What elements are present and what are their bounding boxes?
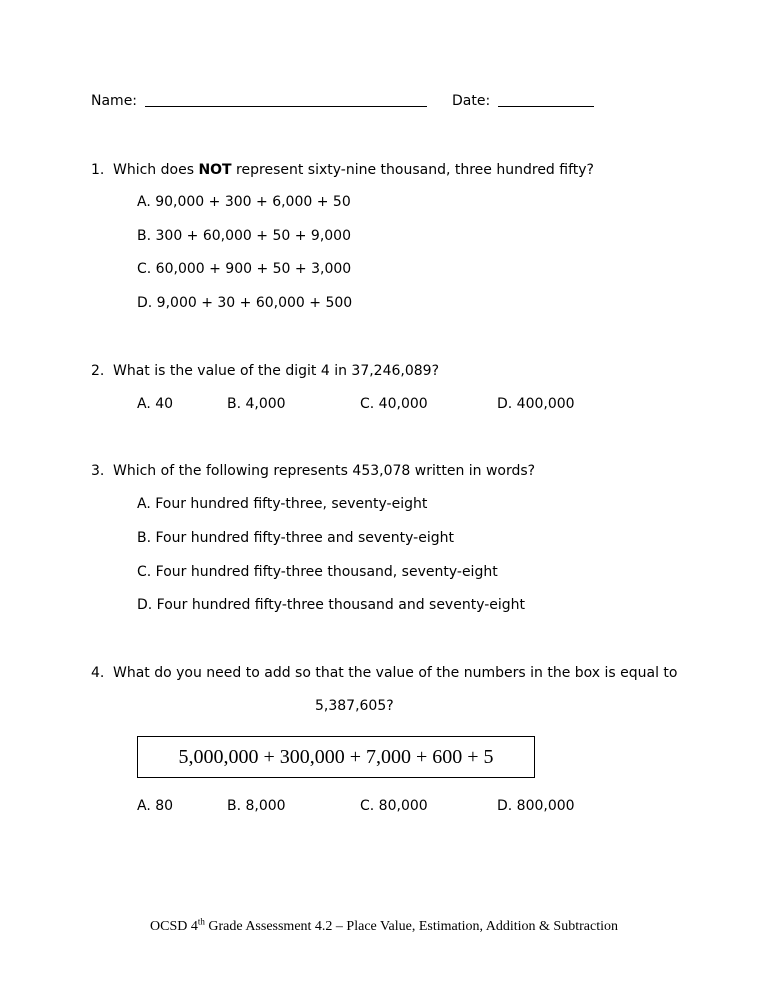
question-prompt: What do you need to add so that the value of the numbers in the box is equal to: [113, 665, 678, 681]
q3-option-c[interactable]: C. Four hundred fifty-three thousand, seventy-eight: [137, 564, 498, 580]
q4-option-a[interactable]: A. 80: [137, 798, 174, 814]
q4-option-b[interactable]: B. 8,000: [227, 798, 286, 814]
box-expression: 5,000,000 + 300,000 + 7,000 + 600 + 5: [178, 746, 494, 768]
question-number: 1.: [91, 162, 105, 178]
name-label: Name:: [91, 93, 138, 109]
question-4: [91, 664, 678, 682]
q4-option-d[interactable]: D. 800,000: [497, 798, 575, 814]
footer-prefix: OCSD 4: [150, 919, 198, 934]
q1-option-c[interactable]: C. 60,000 + 900 + 50 + 3,000: [137, 261, 352, 277]
question-prompt-rest: represent sixty-nine thousand, three hundred fifty?: [231, 162, 594, 178]
q3-option-d[interactable]: D. Four hundred fifty-three thousand and seventy-eight: [137, 597, 526, 613]
footer-text: Grade Assessment 4.2 – Place Value, Estimation, Addition & Subtraction: [204, 919, 618, 934]
date-label: Date:: [452, 93, 491, 109]
name-blank[interactable]: [145, 106, 427, 107]
q1-option-d[interactable]: D. 9,000 + 30 + 60,000 + 500: [137, 295, 353, 311]
question-emphasis: NOT: [198, 162, 232, 178]
q2-option-a[interactable]: A. 40: [137, 396, 174, 412]
question-number: 2.: [91, 363, 105, 379]
question-1: [91, 161, 594, 179]
q3-option-a[interactable]: A. Four hundred fifty-three, seventy-eight: [137, 496, 428, 512]
q1-option-b[interactable]: B. 300 + 60,000 + 50 + 9,000: [137, 228, 351, 244]
question-number: 3.: [91, 463, 105, 479]
q1-option-a[interactable]: A. 90,000 + 300 + 6,000 + 50: [137, 194, 351, 210]
expression-box: [137, 736, 535, 778]
q2-option-c[interactable]: C. 40,000: [360, 396, 428, 412]
date-blank[interactable]: [498, 106, 594, 107]
q2-option-b[interactable]: B. 4,000: [227, 396, 286, 412]
page-footer: [0, 916, 768, 935]
question-number: 4.: [91, 665, 105, 681]
question-prompt: Which of the following represents 453,078 written in words?: [113, 463, 536, 479]
q3-option-b[interactable]: B. Four hundred fifty-three and seventy-eight: [137, 530, 454, 546]
question-prompt: Which does: [113, 162, 199, 178]
q2-option-d[interactable]: D. 400,000: [497, 396, 575, 412]
question-2: [91, 362, 439, 380]
question-prompt: What is the value of the digit 4 in 37,246,089?: [113, 363, 440, 379]
q4-option-c[interactable]: C. 80,000: [360, 798, 428, 814]
footer-superscript: th: [197, 916, 205, 927]
question-4-target: 5,387,605?: [315, 698, 394, 714]
question-3: [91, 462, 535, 480]
